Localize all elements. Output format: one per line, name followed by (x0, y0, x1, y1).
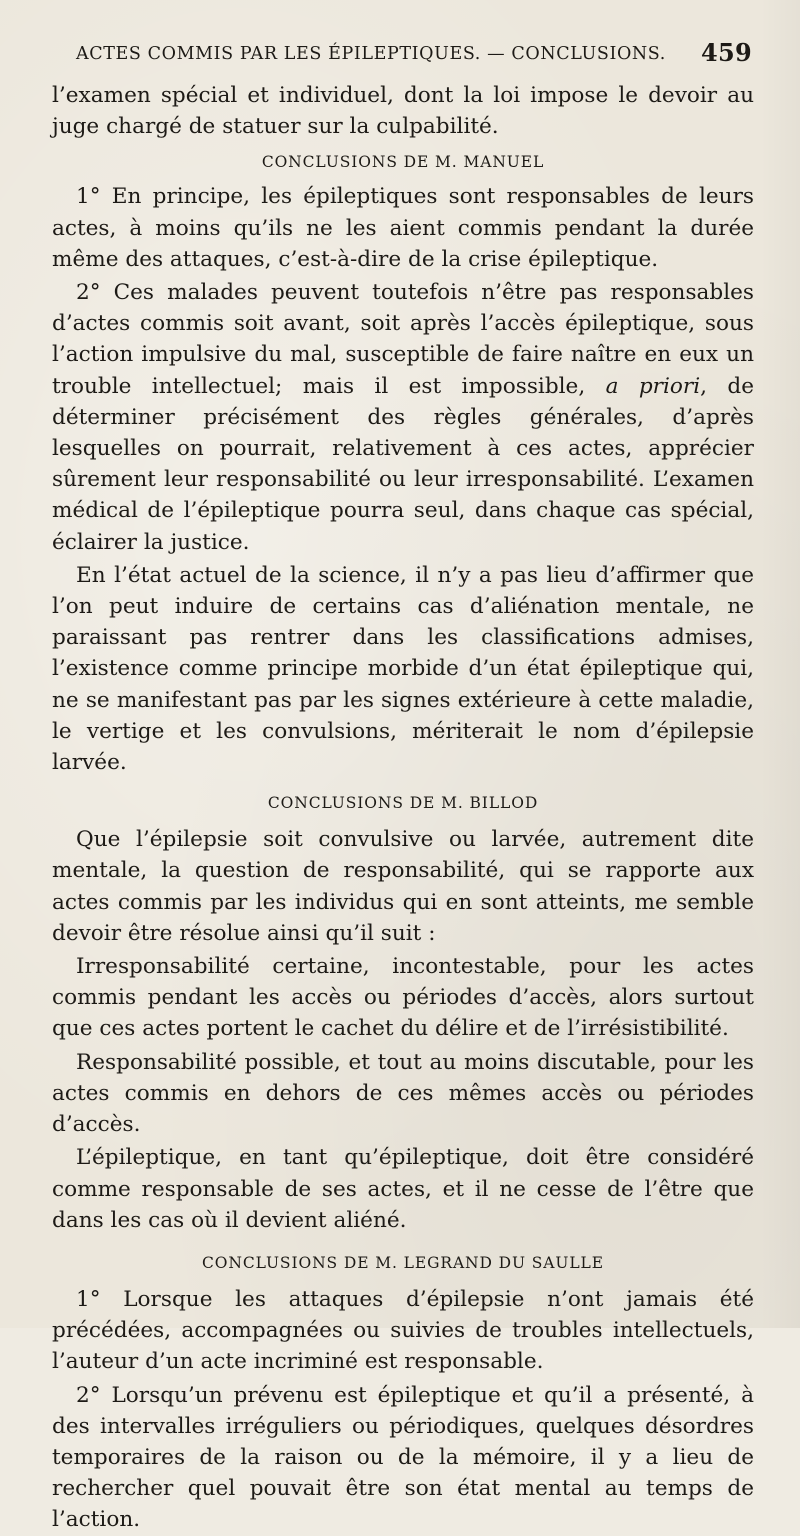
page-number: 459 (701, 38, 752, 67)
billod-paragraph-2: Irresponsabilité certaine, incontestable, pour les actes commis pendant les accès ou périodes d’accès, alors surtout que ces actes portent le cachet du délire et de l’irrésistibilité. (52, 954, 754, 1042)
billod-paragraph-3: Responsabilité possible, et tout au moins discutable, pour les actes commis en dehors de ces mêmes accès ou périodes d’accès. (52, 1049, 754, 1138)
manuel-paragraph-3: En l’état actuel de la science, il n’y a pas lieu d’affirmer que l’on peut induire de certains cas d’aliénation mentale, ne paraissant pas rentrer dans les classifications admises, l’existence comme principe morbide d’un état épileptique qui, ne se manifestant pas par les signes extérieure à cette maladie, le vertige et les convulsions, mériterait le nom d’épilepsie larvée. (52, 562, 754, 776)
page-edge-shade (760, 0, 800, 1328)
manuel-paragraph-2 (52, 277, 754, 558)
section-title-legrand-du-saulle: CONCLUSIONS DE M. LEGRAND DU SAULLE (202, 1253, 604, 1272)
legrand-paragraph-2: 2° Lorsqu’un prévenu est épileptique et qu’il a présenté, à des intervalles irréguliers ou périodiques, quelques désordres temporaires de la raison ou de la mémoire, il y a lieu de rechercher quel pouvait être son état mental au temps de l’action. (52, 1382, 754, 1533)
section-title-manuel: CONCLUSIONS DE M. MANUEL (261, 153, 545, 172)
running-title: ACTES COMMIS PAR LES ÉPILEPTIQUES. — CONCLUSIONS. (76, 44, 666, 64)
body-text (52, 80, 754, 1536)
manuel-paragraph-2-start: 2° Ces malades peuvent toutefois n’être pas responsables d’actes commis soit avant, soit après l’accès épileptique, sous l’action impulsive du mal, susceptible de faire naître en eux un trouble intellectuel; mais il est impossible, (52, 280, 754, 399)
manuel-paragraph-1: 1° En principe, les épileptiques sont responsables de leurs actes, à moins qu’ils ne les aient commis pendant la durée même des attaques, c’est-à-dire de la crise épileptique. (52, 184, 754, 272)
section-title-billod: CONCLUSIONS DE M. BILLOD (267, 794, 539, 813)
manuel-paragraph-2-end: , de déterminer précisément des règles générales, d’après lesquelles on pourrait, relativement à ces actes, apprécier sûrement leur responsabilité ou leur irresponsabilité. L’examen médical de l’épileptique pourra seul, dans chaque cas spécial, éclairer la justice. (52, 373, 754, 555)
page-header (76, 36, 752, 76)
legrand-paragraph-1: 1° Lorsque les attaques d’épilepsie n’ont jamais été précédées, accompagnées ou suivies de troubles intellectuels, l’auteur d’un acte incriminé est responsable. (52, 1286, 754, 1375)
billod-paragraph-1: Que l’épilepsie soit convulsive ou larvée, autrement dite mentale, la question de responsabilité, qui se rapporte aux actes commis par les individus qui en sont atteints, me semble devoir être résolue ainsi qu’il suit : (52, 827, 754, 946)
italic-a-priori: a priori (605, 373, 701, 399)
billod-paragraph-4: L’épileptique, en tant qu’épileptique, doit être considéré comme responsable de ses actes, et il ne cesse de l’être que dans les cas où il devient aliéné. (52, 1145, 754, 1233)
intro-paragraph: l’examen spécial et individuel, dont la loi impose le devoir au juge chargé de statuer sur la culpabilité. (52, 83, 754, 140)
